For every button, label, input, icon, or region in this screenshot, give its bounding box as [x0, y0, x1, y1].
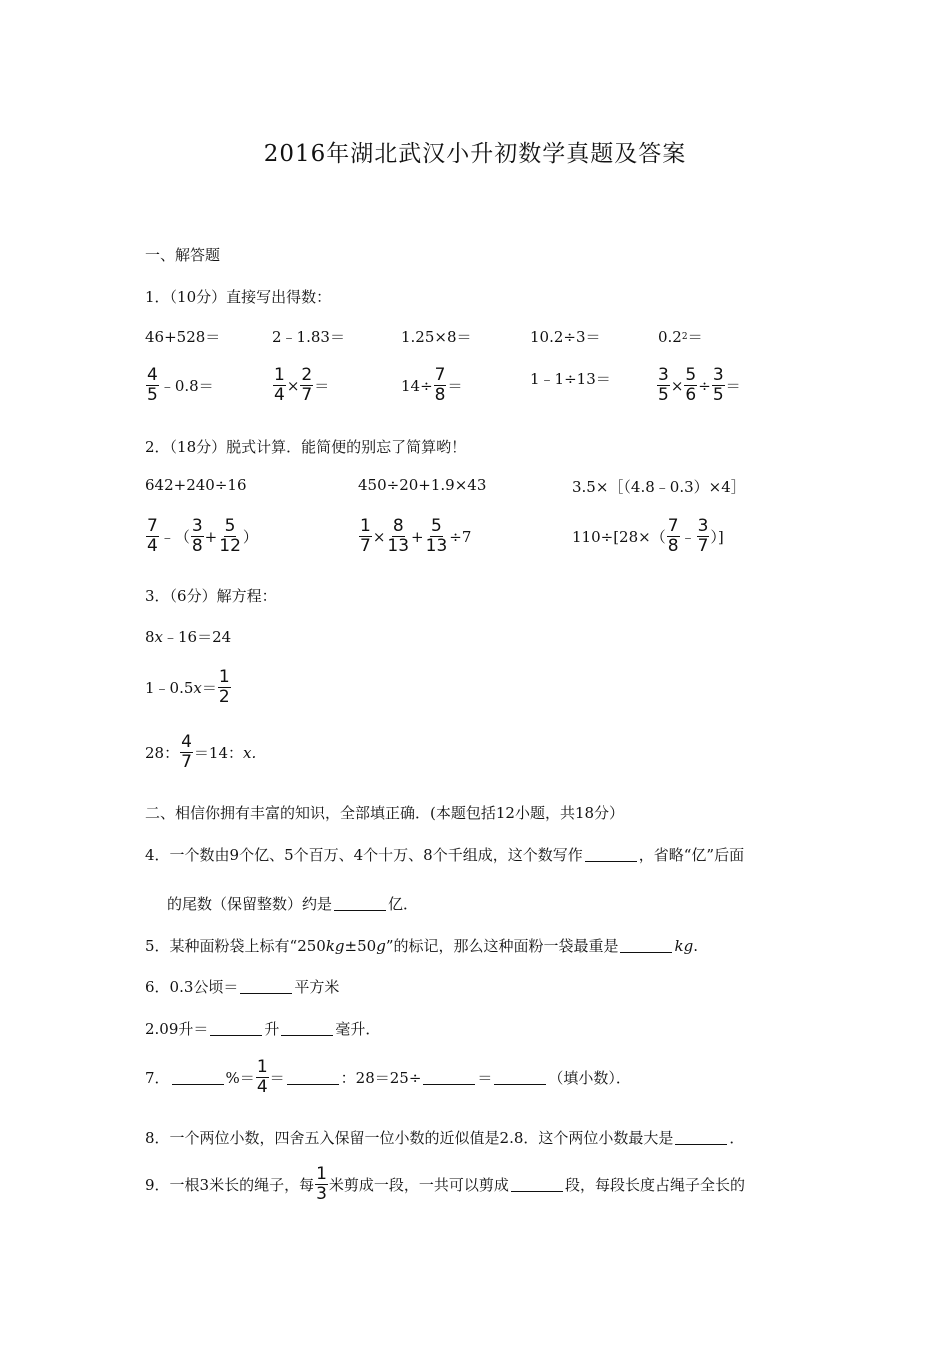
q7-line — [145, 1058, 631, 1097]
question-text: 的尾数（保留整数）约是 — [167, 895, 333, 913]
denominator: 7 — [697, 536, 709, 556]
answer-blank[interactable] — [210, 1021, 262, 1036]
question-text: %＝ — [225, 1069, 255, 1087]
expr-text: ﹣（ — [159, 528, 190, 546]
q9-line — [145, 1165, 745, 1204]
numerator: 5 — [431, 516, 442, 536]
denominator: 3 — [316, 1184, 327, 1204]
variable: x. — [243, 743, 257, 762]
expr-text: 28： — [145, 744, 180, 762]
expr-text: 1﹣0.5 — [145, 679, 194, 697]
numerator: 5 — [224, 516, 236, 536]
operator: ﹣ — [680, 528, 696, 546]
q2-r2-c — [572, 517, 724, 556]
numerator: 1 — [218, 667, 230, 687]
answer-blank[interactable] — [494, 1070, 546, 1085]
expr-text: ）] — [710, 528, 724, 546]
question-text: 2.09升＝ — [145, 1020, 209, 1038]
section-heading-2: 二、相信你拥有丰富的知识，全部填正确．(本题包括12小题，共18分） — [145, 804, 625, 822]
numerator: 1 — [360, 516, 371, 536]
fraction — [712, 366, 725, 405]
question-text: ：28＝25÷ — [340, 1069, 422, 1087]
q6-line-2 — [145, 1018, 380, 1039]
q2-r1-b: 450÷20+1.9×43 — [358, 476, 487, 494]
expr-text: 14÷ — [401, 376, 433, 395]
numerator: 1 — [256, 1057, 268, 1077]
q3-heading: 3．（6分）解方程： — [145, 587, 277, 605]
question-text: 平方米 — [294, 978, 340, 996]
unit: kg — [325, 936, 345, 955]
q1-r2-a — [145, 366, 214, 405]
denominator: 5 — [147, 385, 158, 405]
operator: × — [670, 376, 684, 395]
q2-heading: 2．（18分）脱式计算．能简便的别忘了简算哟！ — [145, 438, 467, 456]
expr-text: ＝14： — [193, 744, 244, 762]
denominator: 13 — [425, 536, 448, 556]
q1-r2-e — [656, 366, 741, 405]
q3-equation-1 — [145, 626, 231, 647]
question-text: （填小数）． — [548, 1069, 631, 1087]
q2-r2-b — [358, 517, 471, 556]
operator: ÷ — [698, 376, 711, 395]
question-text: ＝ — [269, 1069, 285, 1087]
fraction — [273, 366, 286, 405]
denominator: 12 — [219, 536, 241, 556]
fraction — [146, 517, 159, 556]
page-title: 2016年湖北武汉小升初数学真题及答案 — [263, 141, 687, 167]
q5-line — [145, 935, 698, 956]
q1-heading: 1．（10分）直接写出得数： — [145, 288, 332, 306]
q1-r2-b — [272, 366, 329, 405]
equals: ＝ — [725, 377, 741, 395]
numerator: 4 — [147, 365, 158, 385]
question-text: 段，每段长度占绳子全长的 — [564, 1176, 745, 1194]
question-text: ＝ — [477, 1069, 493, 1087]
numerator: 4 — [181, 732, 192, 752]
expr-text: ÷7 — [449, 527, 472, 546]
fraction — [256, 1058, 269, 1097]
question-text: 米剪成一段，一共可以剪成 — [328, 1176, 509, 1194]
numerator: 7 — [147, 516, 158, 536]
q4-line-2 — [167, 893, 418, 914]
equals: ＝ — [447, 377, 463, 395]
numerator: 3 — [191, 516, 203, 536]
answer-blank[interactable] — [585, 847, 637, 862]
fraction — [697, 517, 710, 556]
variable: x — [193, 678, 202, 697]
equals: ＝ — [314, 377, 330, 395]
unit: kg — [674, 936, 694, 955]
q3-equation-3 — [145, 733, 256, 772]
fraction — [191, 517, 204, 556]
question-text: 6．0.3公顷＝ — [145, 978, 239, 996]
fraction — [359, 517, 372, 556]
denominator: 6 — [685, 385, 697, 405]
denominator: 5 — [712, 385, 724, 405]
expr-text: ﹣16＝24 — [163, 628, 232, 646]
numerator: 7 — [667, 516, 679, 536]
q8-line — [145, 1127, 744, 1148]
q1-r1-a: 46+528＝ — [145, 328, 221, 346]
numerator: 3 — [658, 365, 669, 385]
expr-text: 8 — [145, 627, 155, 646]
fraction — [146, 366, 159, 405]
question-text: 8．一个两位小数，四舍五入保留一位小数的近似值是2.8．这个两位小数最大是 — [145, 1129, 674, 1147]
q1-r1-c: 1.25×8＝ — [401, 328, 472, 346]
question-text: ”的标记，那么这种面粉一袋最重是 — [385, 937, 619, 955]
variable: x — [154, 627, 164, 646]
question-text: ±50 — [344, 936, 377, 955]
unit: g — [376, 936, 386, 955]
q1-r2-c — [401, 366, 463, 405]
question-text: ． — [729, 1129, 745, 1147]
expr-text: ﹣0.8＝ — [159, 377, 214, 395]
fraction — [218, 668, 231, 707]
question-text: 升 — [264, 1020, 280, 1038]
answer-blank[interactable] — [675, 1130, 727, 1145]
fraction — [300, 366, 313, 405]
q1-r1-e — [658, 326, 703, 347]
denominator: 13 — [387, 536, 410, 556]
operator: × — [372, 527, 386, 546]
fraction — [425, 517, 449, 556]
answer-blank[interactable] — [334, 896, 386, 911]
q4-line-1 — [145, 844, 744, 865]
fraction — [434, 366, 447, 405]
numerator: 3 — [697, 516, 709, 536]
operator: + — [204, 527, 218, 546]
answer-blank[interactable] — [620, 938, 672, 953]
question-text: 毫升． — [335, 1020, 381, 1038]
equals: ＝ — [687, 328, 703, 346]
answer-blank[interactable] — [511, 1177, 563, 1192]
denominator: 4 — [147, 536, 158, 556]
question-text: 7． — [145, 1069, 170, 1087]
q2-r1-c: 3.5×［（4.8﹣0.3）×4］ — [572, 478, 746, 496]
answer-blank[interactable] — [281, 1021, 333, 1036]
q2-r1-a: 642+240÷16 — [145, 476, 247, 494]
denominator: 4 — [274, 385, 285, 405]
answer-blank[interactable] — [172, 1070, 224, 1085]
q2-r2-a — [145, 517, 258, 556]
q3-equation-2 — [145, 668, 232, 707]
numerator: 5 — [685, 365, 697, 385]
answer-blank[interactable] — [287, 1070, 339, 1085]
denominator: 2 — [218, 687, 230, 707]
question-text: 9．一根3米长的绳子，每 — [145, 1176, 315, 1194]
numerator: 1 — [316, 1164, 327, 1184]
expr-text: ） — [242, 528, 258, 546]
fraction — [667, 517, 680, 556]
operator: + — [411, 527, 424, 546]
exponent: 2 — [681, 331, 688, 342]
answer-blank[interactable] — [423, 1070, 475, 1085]
fraction — [315, 1165, 328, 1204]
numerator: 1 — [274, 365, 285, 385]
expr-text: 110÷[28×（ — [572, 528, 666, 546]
question-text: 亿． — [388, 895, 419, 913]
question-text: . — [693, 936, 698, 955]
numerator: 7 — [434, 365, 446, 385]
q1-r1-d: 10.2÷3＝ — [530, 328, 601, 346]
fraction — [180, 733, 193, 772]
fraction — [657, 366, 670, 405]
q1-r2-d: 1﹣1÷13＝ — [530, 370, 611, 388]
question-text: ，省略“亿”后面 — [638, 846, 745, 864]
question-text: 5．某种面粉袋上标有“250 — [145, 937, 326, 955]
expr-text: ＝ — [201, 679, 217, 697]
operator: × — [286, 376, 300, 395]
q6-line-1 — [145, 976, 339, 997]
denominator: 7 — [181, 752, 192, 772]
q1-r1-b: 2﹣1.83＝ — [272, 328, 345, 346]
denominator: 8 — [667, 536, 679, 556]
question-text: 4．一个数由9个亿、5个百万、4个十万、8个千组成，这个数写作 — [145, 846, 583, 864]
section-heading-1: 一、解答题 — [145, 246, 221, 264]
denominator: 8 — [191, 536, 203, 556]
numerator: 2 — [301, 365, 313, 385]
q1-r1-e-base: 0.2 — [658, 327, 682, 346]
fraction — [684, 366, 697, 405]
numerator: 3 — [712, 365, 724, 385]
fraction — [386, 517, 410, 556]
denominator: 7 — [360, 536, 371, 556]
denominator: 4 — [256, 1077, 268, 1097]
denominator: 5 — [658, 385, 669, 405]
denominator: 8 — [434, 385, 446, 405]
numerator: 8 — [392, 516, 404, 536]
denominator: 7 — [301, 385, 313, 405]
answer-blank[interactable] — [240, 979, 292, 994]
fraction — [218, 517, 242, 556]
